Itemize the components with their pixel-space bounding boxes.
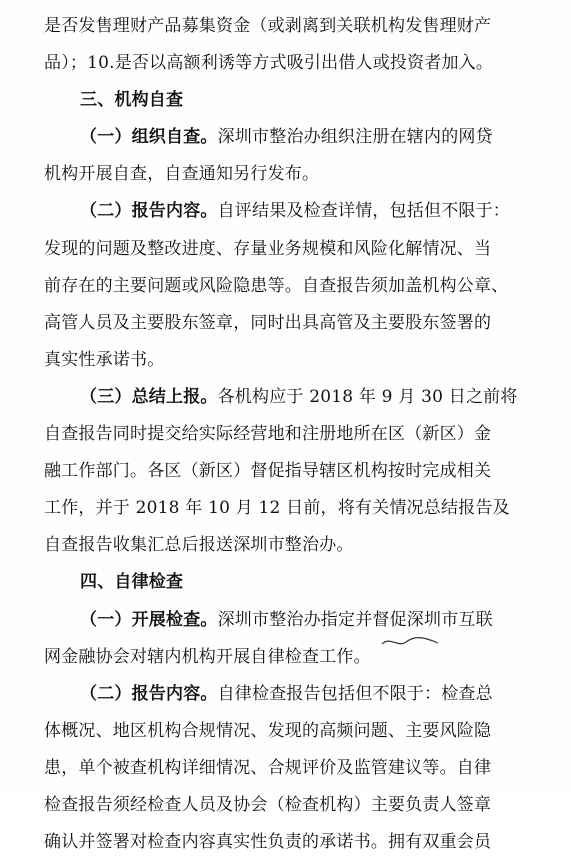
paragraph-start: （三）总结上报。各机构应于 2018 年 9 月 30 日之前将 [80, 386, 518, 407]
text-line: 网金融协会对辖内机构开展自律检查工作。 [44, 646, 371, 667]
text-line: 发现的问题及整改进度、存量业务规模和风险化解情况、当 [44, 238, 492, 259]
section-heading: 四、自律检查 [80, 572, 184, 593]
section-heading: 三、机构自查 [80, 90, 184, 111]
text-line: 确认并签署对检查内容真实性负责的承诺书。拥有双重会员 [44, 832, 492, 853]
text-line: 高管人员及主要股东签章，同时出具高管及主要股东签署的 [44, 312, 492, 333]
text-line: 机构开展自查，自查通知另行发布。 [44, 164, 320, 185]
text-line: 自查报告同时提交给实际经营地和注册地所在区（新区）金 [44, 424, 492, 445]
document-body [44, 8, 530, 861]
text-line: 真实性承诺书。 [44, 349, 165, 370]
paragraph-start: （一）开展检查。深圳市整治办指定并督促深圳市互联 [80, 609, 493, 630]
subheading: （一）开展检查。 [80, 609, 218, 630]
text-line: 融工作部门。各区（新区）督促指导辖区机构按时完成相关 [44, 461, 492, 482]
text-line: 是否发售理财产品募集资金（或剥离到关联机构发售理财产 [44, 16, 492, 36]
text-line: 工作，并于 2018 年 10 月 12 日前，将有关情况总结报告及 [44, 498, 510, 519]
text-line: 前存在的主要问题或风险隐患等。自查报告须加盖机构公章、 [44, 275, 509, 296]
subheading: （二）报告内容。 [80, 201, 218, 222]
text-line: 检查报告须经检查人员及协会（检查机构）主要负责人签章 [44, 794, 492, 815]
handwritten-mark [380, 634, 440, 650]
text-line: 患，单个被查机构详细情况、合规评价及监管建议等。自律 [44, 757, 492, 778]
paragraph-start: （二）报告内容。自律检查报告包括但不限于：检查总 [80, 683, 493, 704]
subheading: （二）报告内容。 [80, 683, 218, 704]
subheading: （一）组织自查。 [80, 127, 218, 148]
text-line: 品）；10.是否以高额利诱等方式吸引出借人或投资者加入。 [44, 53, 494, 74]
text-line: 体概况、地区机构合规情况、发现的高频问题、主要风险隐 [44, 720, 492, 741]
paragraph-start: （二）报告内容。自评结果及检查详情，包括但不限于： [80, 201, 511, 222]
subheading: （三）总结上报。 [80, 386, 218, 407]
paragraph-start: （一）组织自查。深圳市整治办组织注册在辖内的网贷 [80, 127, 493, 148]
text-line: 自查报告收集汇总后报送深圳市整治办。 [44, 535, 354, 556]
